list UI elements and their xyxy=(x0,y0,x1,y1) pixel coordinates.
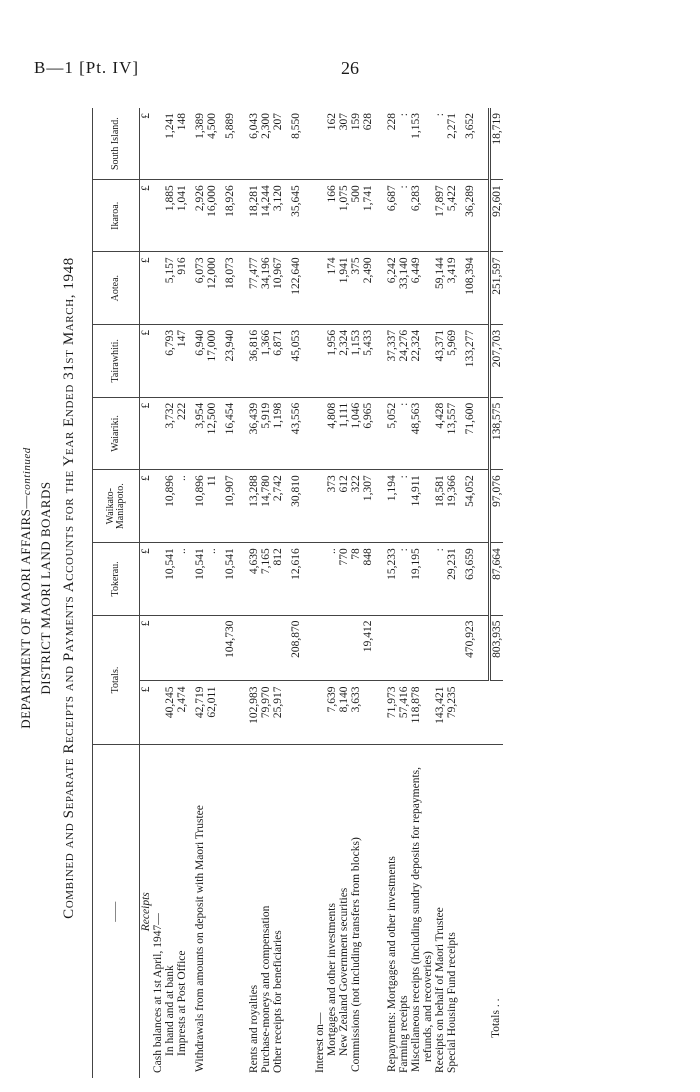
rents-row xyxy=(248,108,260,1078)
district-cell: 87,664 xyxy=(490,543,504,615)
row-label: Imprests at Post Office xyxy=(176,950,188,1056)
department-title: DEPARTMENT OF MAORI AFFAIRS—continued xyxy=(18,447,33,729)
cash-balances-row xyxy=(152,108,164,1078)
row-label: Purchase-moneys and compensation xyxy=(260,905,272,1073)
pound-sign: £ xyxy=(140,108,153,180)
total-cell: 3,633 xyxy=(350,681,362,745)
district-cell: 36,816 xyxy=(248,324,260,397)
nz-government-row xyxy=(338,108,350,1078)
district-cell: 14,780 xyxy=(260,470,272,543)
district-cell: 2,324 xyxy=(338,324,350,397)
district-cell: 848 xyxy=(362,543,374,615)
district-cell: 17,000 xyxy=(206,324,218,397)
col-waikato-maniapoto: Waikato-Maniapoto. xyxy=(93,470,140,543)
district-cell: 16,454 xyxy=(224,397,236,469)
district-cell: 812 xyxy=(272,543,284,615)
row-label: In hand and at bank xyxy=(164,965,176,1056)
district-cell: 5,969 xyxy=(446,324,458,397)
district-cell: 10,896 xyxy=(164,470,176,543)
district-cell: 6,940 xyxy=(194,324,206,397)
pound-sign: £ xyxy=(140,180,153,252)
district-cell: 35,645 xyxy=(290,180,302,252)
district-cell: 11 xyxy=(206,470,218,543)
district-cell: 5,433 xyxy=(362,324,374,397)
col-ikaroa: Ikaroa. xyxy=(93,180,140,252)
district-cell: 36,439 xyxy=(248,397,260,469)
district-cell: 1,198 xyxy=(272,397,284,469)
district-cell: 18,581 xyxy=(434,470,446,543)
district-cell: 133,277 xyxy=(464,324,476,397)
district-cell: 6,687 xyxy=(386,180,398,252)
total-cell: 40,245 xyxy=(164,681,176,745)
row-label: Farming receipts xyxy=(398,995,410,1073)
district-cell: 628 xyxy=(362,108,374,180)
district-cell: 6,242 xyxy=(386,252,398,324)
district-cell: .. xyxy=(326,543,338,615)
total-cell: 79,235 xyxy=(446,681,458,745)
district-cell: 770 xyxy=(338,543,350,615)
district-cell: 1,241 xyxy=(164,108,176,180)
district-cell: 30,810 xyxy=(290,470,302,543)
district-cell: 45,053 xyxy=(290,324,302,397)
district-cell: 12,000 xyxy=(206,252,218,324)
district-cell: 1,941 xyxy=(338,252,350,324)
housing-fund-row xyxy=(446,108,458,1078)
district-cell: 1,153 xyxy=(410,108,434,180)
total-cell: 79,970 xyxy=(260,681,272,745)
report-code: B—1 [Pt. IV] xyxy=(34,58,140,77)
group-total-cell: 104,730 xyxy=(224,615,236,681)
district-cell: 17,897 xyxy=(434,180,446,252)
total-cell: 118,878 xyxy=(410,681,434,745)
commissions-row xyxy=(350,108,362,1078)
district-cell: 1,041 xyxy=(176,180,188,252)
col-tokerau: Tokerau. xyxy=(93,543,140,615)
misc-row xyxy=(410,108,434,1078)
district-cell: 43,371 xyxy=(434,324,446,397)
district-cell: 148 xyxy=(176,108,188,180)
district-cell: 166 xyxy=(326,180,338,252)
district-cell: 5,157 xyxy=(164,252,176,324)
district-cell: 92,601 xyxy=(490,180,504,252)
district-cell: 2,926 xyxy=(194,180,206,252)
district-cell: 251,597 xyxy=(490,252,504,324)
district-cell: 1,153 xyxy=(350,324,362,397)
grand-totals-row xyxy=(490,108,504,1078)
district-cell: 1,389 xyxy=(194,108,206,180)
group-total-cell: 470,923 xyxy=(464,615,476,681)
district-cell: 5,889 xyxy=(224,108,236,180)
district-cell: 222 xyxy=(176,397,188,469)
district-cell: 6,073 xyxy=(194,252,206,324)
district-cell: 13,288 xyxy=(248,470,260,543)
district-cell: 174 xyxy=(326,252,338,324)
district-cell: 1,194 xyxy=(386,470,398,543)
interest-heading-row xyxy=(314,108,326,1078)
district-cell: : xyxy=(398,180,410,252)
district-cell: .. xyxy=(176,470,188,543)
district-cell: : xyxy=(398,543,410,615)
district-cell: : xyxy=(434,108,446,180)
district-cell: 147 xyxy=(176,324,188,397)
total-cell: 143,421 xyxy=(434,681,446,745)
district-cell: 2,300 xyxy=(260,108,272,180)
district-cell: 59,144 xyxy=(434,252,446,324)
district-cell: 307 xyxy=(338,108,350,180)
district-cell: 14,911 xyxy=(410,470,434,543)
district-cell: 612 xyxy=(338,470,350,543)
district-cell: 8,550 xyxy=(290,108,302,180)
row-label: Cash balances at 1st April, 1947— xyxy=(152,913,164,1073)
col-south-island: South Island. xyxy=(93,108,140,180)
district-cell: 10,907 xyxy=(224,470,236,543)
grand-total-cell: 803,935 xyxy=(490,615,504,681)
district-cell: 18,073 xyxy=(224,252,236,324)
other-receipts-row xyxy=(272,108,284,1078)
district-cell: 322 xyxy=(350,470,362,543)
district-cell: 4,500 xyxy=(206,108,218,180)
district-cell: 3,954 xyxy=(194,397,206,469)
farming-row xyxy=(398,108,410,1078)
district-cell: 77,477 xyxy=(248,252,260,324)
district-cell: 54,052 xyxy=(464,470,476,543)
row-label: Interest on— xyxy=(314,1012,326,1073)
district-cell: 29,231 xyxy=(446,543,458,615)
district-cell: 16,000 xyxy=(206,180,218,252)
row-label: Rents and royalties xyxy=(248,984,260,1073)
row-label: Other receipts for beneficiaries xyxy=(272,930,284,1073)
district-cell: 6,283 xyxy=(410,180,434,252)
district-cell: 1,075 xyxy=(338,180,350,252)
district-cell: 23,940 xyxy=(224,324,236,397)
district-cell: 916 xyxy=(176,252,188,324)
receipts-heading-row xyxy=(140,108,153,1078)
pound-sign: £ xyxy=(140,543,153,615)
district-cell: 71,600 xyxy=(464,397,476,469)
group2-total-row xyxy=(290,108,302,1078)
district-cell: 6,871 xyxy=(272,324,284,397)
district-cell: 10,896 xyxy=(194,470,206,543)
district-cell: 5,919 xyxy=(260,397,272,469)
district-cell: 5,052 xyxy=(386,397,398,469)
district-cell: 10,541 xyxy=(224,543,236,615)
district-cell: 6,449 xyxy=(410,252,434,324)
district-cell: 1,307 xyxy=(362,470,374,543)
totals-label: Totals . . xyxy=(489,998,502,1038)
row-label: Mortgages and other investments xyxy=(326,903,338,1056)
district-cell: : xyxy=(398,470,410,543)
district-cell: 48,563 xyxy=(410,397,434,469)
district-cell: 24,276 xyxy=(398,324,410,397)
district-cell: 36,289 xyxy=(464,180,476,252)
group-total-cell: 19,412 xyxy=(362,615,374,681)
district-cell: 207 xyxy=(272,108,284,180)
district-cell: 10,541 xyxy=(164,543,176,615)
statement-title: Combined and Separate Receipts and Payments Accounts for the Year Ended 31st March, 1948 xyxy=(61,257,77,919)
district-cell: 373 xyxy=(326,470,338,543)
district-cell: 63,659 xyxy=(464,543,476,615)
header-row xyxy=(93,108,140,1078)
district-cell: 15,233 xyxy=(386,543,398,615)
district-cell: 6,043 xyxy=(248,108,260,180)
cash-subtotal-row xyxy=(194,108,206,1078)
district-cell: : xyxy=(398,108,410,180)
in-hand-row xyxy=(164,108,176,1078)
district-cell: 7,165 xyxy=(260,543,272,615)
district-cell: 78 xyxy=(350,543,362,615)
district-cell: 6,965 xyxy=(362,397,374,469)
pound-sign: £ xyxy=(140,397,153,469)
district-cell: 2,271 xyxy=(446,108,458,180)
receipts-heading: Receipts xyxy=(140,892,152,932)
district-cell: 43,556 xyxy=(290,397,302,469)
row-label: Withdrawals from amounts on deposit with Maori Trustee xyxy=(194,805,206,1072)
receipts-table xyxy=(92,108,503,1078)
row-label: Miscellaneous receipts (including sundry deposits for repayments, refunds, and recoveries) xyxy=(410,767,434,1072)
group3-total-row xyxy=(362,108,374,1078)
district-cell: 162 xyxy=(326,108,338,180)
district-cell: 97,076 xyxy=(490,470,504,543)
district-cell: 22,324 xyxy=(410,324,434,397)
district-cell: 1,366 xyxy=(260,324,272,397)
district-cell: 18,281 xyxy=(248,180,260,252)
row-label: Commissions (not including transfers from blocks) xyxy=(350,837,362,1072)
total-cell: 71,973 xyxy=(386,681,398,745)
col-aotea: Aotea. xyxy=(93,252,140,324)
district-cell: 4,428 xyxy=(434,397,446,469)
district-cell: 37,337 xyxy=(386,324,398,397)
district-cell: 2,490 xyxy=(362,252,374,324)
district-cell: 3,732 xyxy=(164,397,176,469)
district-cell: 159 xyxy=(350,108,362,180)
district-cell: 33,140 xyxy=(398,252,410,324)
district-cell: 500 xyxy=(350,180,362,252)
total-cell: 8,140 xyxy=(338,681,350,745)
total-cell: 7,639 xyxy=(326,681,338,745)
district-cell: 12,500 xyxy=(206,397,218,469)
district-cell: 1,885 xyxy=(164,180,176,252)
district-cell: 13,557 xyxy=(446,397,458,469)
district-cell: 18,926 xyxy=(224,180,236,252)
board-title: DISTRICT MAORI LAND BOARDS xyxy=(38,481,53,695)
district-cell: 3,652 xyxy=(464,108,476,180)
pound-sign: £ xyxy=(140,324,153,397)
district-cell: 2,742 xyxy=(272,470,284,543)
district-cell: 34,196 xyxy=(260,252,272,324)
district-cell: : xyxy=(398,397,410,469)
total-cell: 42,719 xyxy=(194,681,206,745)
district-cell: 138,575 xyxy=(490,397,504,469)
district-cell: 1,046 xyxy=(350,397,362,469)
row-label: Special Housing Fund receipts xyxy=(446,932,458,1073)
district-cell: 228 xyxy=(386,108,398,180)
district-cell: 375 xyxy=(350,252,362,324)
row-label: Receipts on behalf of Maori Trustee xyxy=(434,907,446,1073)
district-cell: 5,422 xyxy=(446,180,458,252)
group4-total-row xyxy=(464,108,476,1078)
group1-total-row xyxy=(224,108,236,1078)
col-tairawhiti: Tairawhiti. xyxy=(93,324,140,397)
district-cell: 1,741 xyxy=(362,180,374,252)
district-cell: 14,244 xyxy=(260,180,272,252)
district-cell: 10,541 xyxy=(194,543,206,615)
district-cell: 122,640 xyxy=(290,252,302,324)
district-cell: 3,120 xyxy=(272,180,284,252)
district-cell: 19,366 xyxy=(446,470,458,543)
district-cell: 3,419 xyxy=(446,252,458,324)
row-label: New Zealand Government securities xyxy=(338,887,350,1056)
repayments-row xyxy=(386,108,398,1078)
pound-sign: £ xyxy=(140,470,153,543)
total-cell: 62,011 xyxy=(206,681,218,745)
district-cell: .. xyxy=(206,543,218,615)
pound-sign: £ xyxy=(140,615,153,681)
pound-sign: £ xyxy=(140,252,153,324)
district-cell: 4,639 xyxy=(248,543,260,615)
district-cell: .. xyxy=(176,543,188,615)
district-cell: 1,956 xyxy=(326,324,338,397)
col-waiariki: Waiariki. xyxy=(93,397,140,469)
page-number: 26 xyxy=(341,58,359,78)
district-cell: 207,703 xyxy=(490,324,504,397)
mortgages-row xyxy=(326,108,338,1078)
pound-sign: £ xyxy=(140,681,153,745)
district-cell: 6,793 xyxy=(164,324,176,397)
district-cell: 19,195 xyxy=(410,543,434,615)
district-cell: 18,719 xyxy=(490,108,504,180)
rotated-page-content xyxy=(18,98,688,1078)
total-cell: 2,474 xyxy=(176,681,188,745)
district-cell: : xyxy=(434,543,446,615)
maori-trustee-row xyxy=(434,108,446,1078)
district-cell: 108,394 xyxy=(464,252,476,324)
total-cell: 57,416 xyxy=(398,681,410,745)
purchase-row xyxy=(260,108,272,1078)
total-cell: 102,983 xyxy=(248,681,260,745)
district-cell: 10,967 xyxy=(272,252,284,324)
col-description: —— xyxy=(93,745,140,1078)
district-cell: 4,808 xyxy=(326,397,338,469)
district-cell: 12,616 xyxy=(290,543,302,615)
row-label: Repayments: Mortgages and other investments xyxy=(386,856,398,1072)
group-total-cell: 208,870 xyxy=(290,615,302,681)
imprests-row xyxy=(176,108,188,1078)
total-cell: 25,917 xyxy=(272,681,284,745)
district-cell: 1,111 xyxy=(338,397,350,469)
col-totals: Totals. xyxy=(93,615,140,745)
